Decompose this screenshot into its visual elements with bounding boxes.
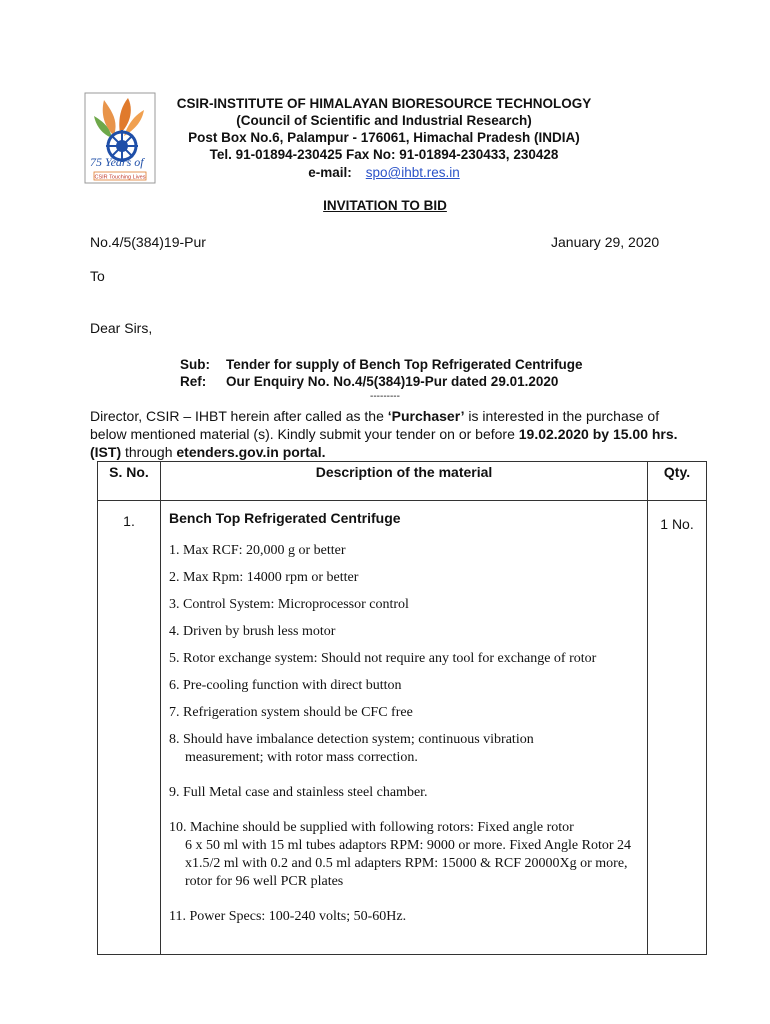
council-name: (Council of Scientific and Industrial Research) [236,113,532,128]
subject-label: Sub: [180,357,210,372]
email-line [158,164,610,181]
cell-sno: 1. [98,501,161,955]
bid-deadline: 19.02.2020 by 15.00 hrs. (IST) [90,426,678,460]
reference-label: Ref: [180,374,207,389]
quantity: 1 No. [660,516,694,532]
svg-text:75 Years of: 75 Years of [90,155,144,169]
header-qty: Qty. [648,462,707,501]
svg-text:CSIR Touching Lives: CSIR Touching Lives [94,174,146,181]
portal-name: etenders.gov.in portal. [176,444,326,460]
spec-item: 5. Rotor exchange system: Should not require any tool for exchange of rotor [169,651,597,666]
spec-list [169,542,647,926]
institute-name: CSIR-INSTITUTE OF HIMALAYAN BIORESOURCE TECHNOLOGY [176,96,592,111]
spec-item: 2. Max Rpm: 14000 rpm or better [169,570,359,585]
spec-item: 11. Power Specs: 100-240 volts; 50-60Hz. [169,909,407,924]
header-description: Description of the material [161,462,648,501]
spec-item: 7. Refrigeration system should be CFC free [169,705,413,720]
table-header-row [98,462,707,501]
header-sno: S. No. [98,462,161,501]
table-row [98,501,707,955]
spec-item: 4. Driven by brush less motor [169,624,336,639]
email-label: e-mail: [308,165,352,180]
reference-text: Our Enquiry No. No.4/5(384)19-Pur dated 29.01.2020 [226,374,559,389]
cell-description [161,501,648,955]
reference-line [180,374,558,389]
body-paragraph: Director, CSIR – IHBT herein after called as the ‘Purchaser’ is interested in the purchase of below mentioned material (s). Kindly submit your tender on or before 19.02.2020 by 15.00 hrs. (IST) through etenders.gov.in portal. [90,408,678,460]
spec-item: 10. Machine should be supplied with following rotors: Fixed angle rotor 6 x 50 ml with 15 ml tubes adaptors RPM: 9000 or more. Fixed Angle Rotor 24 x1.5/2 ml with 0.2 and 0.5 ml adapters RPM: 15000 & RCF 20000Xg or more, rotor for 96 well PCR plates [169,820,632,889]
csir-75-years-logo [84,92,156,184]
purchaser-term: ‘Purchaser’ [387,408,465,424]
spec-item: 8. Should have imbalance detection system; continuous vibration measurement; with rotor mass correction. [169,732,534,765]
phone-fax: Tel. 91-01894-230425 Fax No: 91-01894-230433, 230428 [209,147,559,162]
subject-line [180,357,583,372]
email-link[interactable]: spo@ihbt.res.in [365,165,460,180]
reference-number: No.4/5(384)19-Pur [90,234,206,250]
separator-line: --------- [370,391,400,402]
salutation: Dear Sirs, [90,320,153,336]
spec-item: 1. Max RCF: 20,000 g or better [169,543,346,558]
document-title: INVITATION TO BID [323,198,447,213]
spec-item: 9. Full Metal case and stainless steel chamber. [169,785,428,800]
postal-address: Post Box No.6, Palampur - 176061, Himachal Pradesh (INDIA) [188,130,580,145]
spec-item: 6. Pre-cooling function with direct button [169,678,402,693]
letter-date: January 29, 2020 [551,234,660,250]
item-name: Bench Top Refrigerated Centrifuge [169,510,401,526]
subject-text: Tender for supply of Bench Top Refrigerated Centrifuge [226,357,583,372]
cell-qty [648,501,707,955]
spec-item: 3. Control System: Microprocessor control [169,597,409,612]
addressee-to: To [90,268,105,284]
material-table [97,461,707,955]
